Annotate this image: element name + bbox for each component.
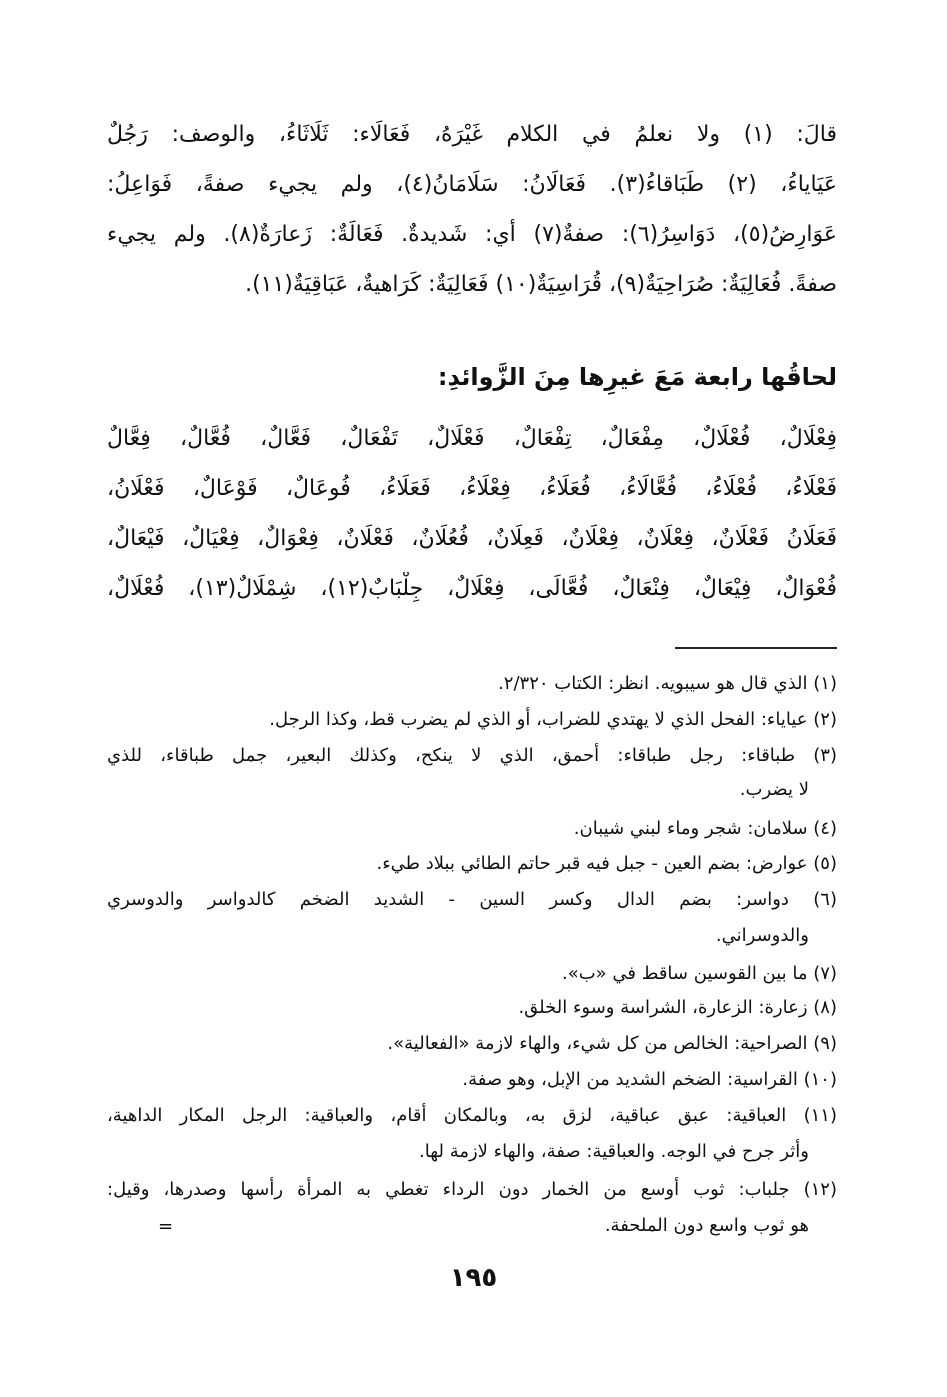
footnote-12-continuation: هو ثوب واسع دون الملحفة.	[604, 1215, 809, 1236]
body-text-line: عَيَاياءُ، (٢) طَبَاقاءُ(٣). فَعَالَانُ: سَلَامَانُ(٤)، ولم يجيء صفةً، فَوَاعِلُ:	[107, 172, 837, 197]
pattern-line: فُعْوَالٌ، فِيْعَالٌ، فِنْعَالٌ، فُعَّالَى، فِعْلَالٌ، جِلْبَابٌ(١٢)، شِمْلَالٌ(١٣)، فُعْلَالٌ،	[107, 576, 837, 601]
footnote-4: (٤) سلامان: شجر وماء لبني شيبان.	[573, 818, 837, 839]
footnote-12: (١٢) جلباب: ثوب أوسع من الخمار دون الرداء تغطي به المرأة رأسها وصدرها، وقيل:	[107, 1179, 837, 1200]
page-number: ١٩٥	[449, 1263, 498, 1293]
continuation-mark: =	[158, 1216, 174, 1237]
pattern-line: فَعَلَانُ فَعْلَانٌ، فِعْلَانٌ، فِعْلَانٌ، فَعِلَانٌ، فُعُلَانٌ، فَعْلَانٌ، فِعْوَالٌ، فِعْيَالٌ، فَيْعَالٌ،	[107, 526, 837, 551]
footnote-6-continuation: والدوسراني.	[715, 925, 809, 946]
footnote-1: (١) الذي قال هو سيبويه. انظر: الكتاب ٢/٣٢٠.	[498, 673, 837, 694]
footnote-3: (٣) طباقاء: رجل طباقاء: أحمق، الذي لا ينكح، وكذلك البعير، جمل طباقاء، للذي	[107, 745, 837, 766]
body-text-line: قالَ: (١) ولا نعلمُ في الكلام غَيْرَهُ، فَعَالَاء: ثَلَاثَاءُ، والوصف: رَجُلٌ	[107, 122, 837, 147]
footnote-11: (١١) العباقية: عبق عباقية، لزق به، وبالمكان أقام، والعباقية: الرجل المكار الداهية،	[107, 1105, 837, 1126]
body-text-line: صفةً. فُعَالِيَةٌ: صُرَاحِيَةٌ(٩)، قُرَاسِيَةٌ(١٠) فَعَالِيَةٌ: كَرَاهيةٌ، عَبَاقِيَةٌ(١١).	[245, 272, 837, 297]
footnote-6: (٦) دواسر: بضم الدال وكسر السين - الشديد الضخم كالدواسر والدوسري	[107, 889, 837, 910]
footnote-11-continuation: وأثر جرح في الوجه. والعباقية: صفة، والهاء لازمة لها.	[418, 1141, 809, 1162]
footnote-10: (١٠) القراسية: الضخم الشديد من الإبل، وهو صفة.	[462, 1069, 837, 1090]
footnote-8: (٨) زعارة: الزعارة، الشراسة وسوء الخلق.	[518, 997, 837, 1018]
section-heading: لحاقُها رابعة مَعَ غيرِها مِنَ الزَّوائدِ:	[437, 363, 837, 391]
footnote-9: (٩) الصراحية: الخالص من كل شيء، والهاء لازمة «الفعالية».	[387, 1033, 837, 1054]
footnote-2: (٢) عياياء: الفحل الذي لا يهتدي للضراب، أو الذي لم يضرب قط، وكذا الرجل.	[269, 709, 837, 730]
body-text-line: عَوَارِضُ(٥)، دَوَاسِرُ(٦): صفةٌ(٧) أي: شَديدةٌ. فَعَالَةٌ: زَعارَةٌ(٨). ولم يجيء	[107, 222, 837, 247]
pattern-line: فَعْلَاءُ، فُعْلَاءُ، فُعَّالَاءُ، فُعَلَاءُ، فِعْلَاءُ، فَعَلَاءُ، فُوعَالٌ، فَوْعَالٌ، فَعْلَانُ،	[107, 476, 837, 501]
pattern-line: فِعْلَالٌ، فُعْلَالٌ، مِفْعَالٌ، تِفْعَالٌ، فَعْلَالٌ، تَفْعَالٌ، فَعَّالٌ، فُعَّالٌ، فِعَّالٌ	[107, 426, 837, 451]
footnote-separator	[675, 647, 837, 649]
footnote-3-continuation: لا يضرب.	[739, 779, 809, 800]
footnote-7: (٧) ما بين القوسين ساقط في «ب».	[562, 963, 837, 984]
footnote-5: (٥) عوارض: بضم العين - جبل فيه قبر حاتم الطائي ببلاد طيء.	[376, 853, 837, 874]
